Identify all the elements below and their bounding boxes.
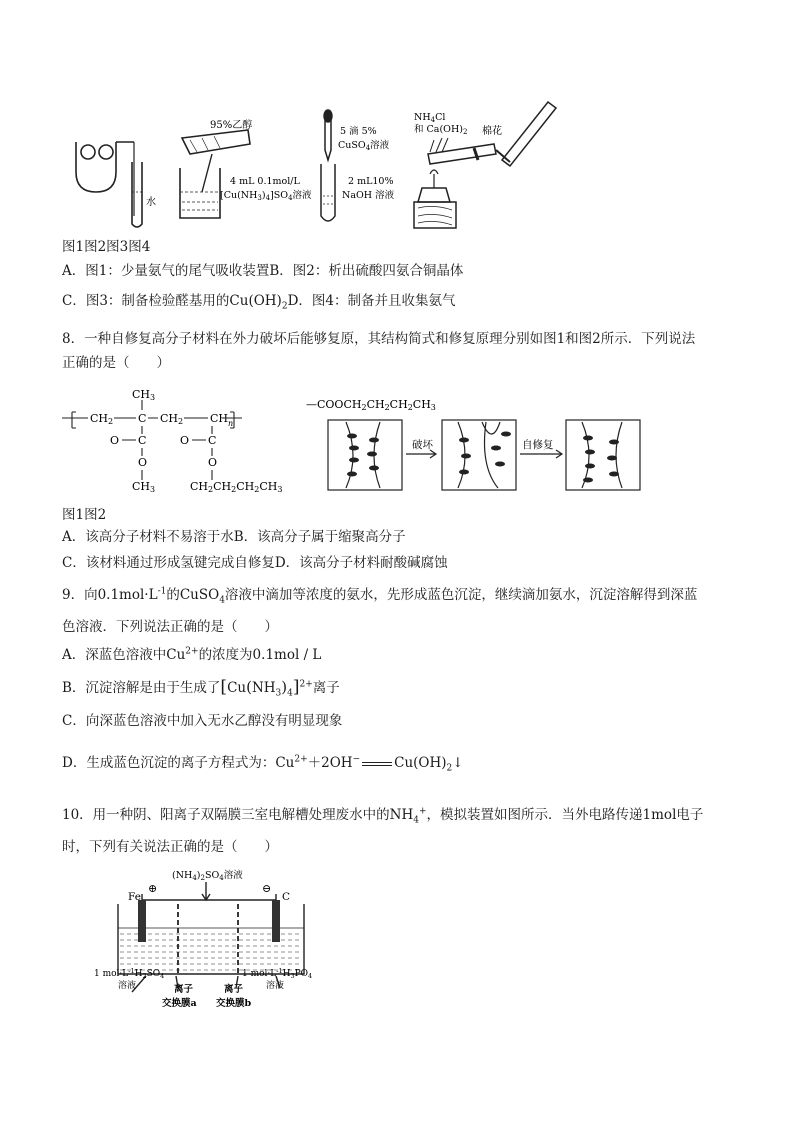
label-naoh-2: NaOH 溶液 [342, 190, 395, 201]
bulb-right [99, 145, 113, 159]
q9-option-d: D．生成蓝色沉淀的离子方程式为：$Cu^{2+}+2OH^-$ $Cu(OH)_2↓$ [62, 754, 464, 774]
membrane-a-label-1: 离子 [174, 984, 194, 995]
label-cuso4-2: CuSO$_4$溶液 [338, 140, 390, 152]
c-label: C [282, 891, 291, 903]
q8-option-b: B．该高分子属于缩聚高分子 [233, 529, 406, 545]
state-box-3 [566, 420, 640, 490]
beaker [180, 168, 220, 218]
struct-c: C [138, 412, 147, 425]
alcohol-lamp [418, 188, 450, 202]
q7-caption: 图1图2图3图4 [62, 239, 151, 255]
q8-options-cd [62, 554, 448, 572]
test-tube-3 [321, 164, 335, 221]
membrane-a-label-2: 交换膜a [162, 998, 197, 1009]
label-ethanol: 95%乙醇 [210, 120, 253, 131]
label-nh4cl-1: $NH_4Cl$ [414, 112, 446, 124]
label-naoh-1: 2 mL10% [348, 176, 394, 187]
label-cuso4-1: 5 滴 5% [340, 126, 377, 137]
struct-o4: O [208, 456, 218, 469]
glass-rod [202, 154, 212, 192]
q10-figure [66, 864, 326, 1010]
struct-o1: O [110, 434, 120, 447]
q9-option-b: B．沉淀溶解是由于生成了$[Cu(NH_3)_4]^{2+}$离子 [62, 677, 340, 699]
struct-o3: O [138, 456, 148, 469]
label-nh4cl-2: 和 $Ca(OH)_2$ [414, 124, 468, 136]
label-cu-complex-2: $[Cu(NH_3)_4]SO_4$溶液 [220, 190, 312, 202]
arrow-break-label: 破坏 [412, 439, 433, 451]
struct-o2: O [180, 434, 190, 447]
q8-caption: 图1图2 [62, 507, 107, 523]
q10-stem-2: 时，下列有关说法正确的是（ ） [62, 839, 278, 855]
plus-sign: ⊕ [148, 882, 158, 895]
state-box-1 [328, 420, 402, 490]
arrow-repair-label: 自修复 [522, 439, 554, 451]
q8-option-c: C．该材料通过形成氢键完成自修复 [62, 555, 275, 571]
ester-label: —COOCH2CH2CH2CH3 [306, 398, 436, 412]
fe-label: Fe [128, 891, 141, 903]
collection-tube [502, 102, 556, 166]
q7-option-b: B．图2：析出硫酸四氨合铜晶体 [269, 263, 464, 279]
q7-options-ab [62, 262, 463, 280]
q7-option-d: D．图4：制备并且收集氨气 [287, 293, 456, 309]
q8-options-ab [62, 528, 406, 546]
q8-figures [62, 386, 662, 496]
q7-options-cd [62, 292, 455, 310]
struct-ch: CH [210, 412, 229, 425]
clamp [474, 148, 478, 160]
struct-c3: C [208, 434, 217, 447]
dropper [325, 118, 331, 160]
q8-stem-1: 8．一种自修复高分子材料在外力破坏后能够复原，其结构简式和修复原理分别如图1和图2所示．下列说法 [62, 331, 696, 347]
state-box-2 [442, 420, 516, 490]
q10-stem-1: 10．用一种阴、阳离子双隔膜三室电解槽处理废水中的$NH_4^+$，模拟装置如图所示．当外电路传递1mol电子 [62, 806, 704, 826]
c-electrode [272, 900, 280, 942]
struct-c2: C [138, 434, 147, 447]
struct-ch2-1: CH2 [90, 412, 114, 426]
h3po4-label: 1 $mol\cdot L^{-1}H_3PO_4$ [242, 967, 313, 980]
label-cotton: 棉花 [482, 126, 502, 137]
label-water: 水 [146, 197, 156, 208]
struct-n: n [228, 419, 234, 428]
nh4so4-label: $(NH_4)_2SO_4$溶液 [172, 870, 243, 882]
h3po4-sol: 溶液 [266, 981, 285, 991]
q9-option-c: C．向深蓝色溶液中加入无水乙醇没有明显现象 [62, 713, 343, 729]
struct-butyl: CH2CH2CH2CH3 [190, 480, 283, 494]
q7-option-a: A．图1：少量氨气的尾气吸收装置 [62, 263, 270, 279]
q7-figures [62, 92, 562, 232]
fe-electrode [138, 900, 146, 942]
struct-ch3-bottom: CH3 [132, 480, 156, 494]
membrane-b-label-1: 离子 [224, 984, 244, 995]
q9-stem-2: 色溶液．下列说法正确的是（ ） [62, 619, 278, 635]
q7-option-c: C．图3：制备检验醛基用的$Cu(OH)_2$ [62, 293, 288, 312]
membrane-b-label-2: 交换膜b [216, 998, 252, 1009]
bulb-left [81, 145, 95, 159]
q8-stem-2: 正确的是（ ） [62, 355, 170, 371]
graduated-cylinder [182, 130, 250, 154]
struct-ch2-2: CH2 [160, 412, 184, 426]
label-cu-complex-1: 4 mL 0.1mol/L [230, 176, 300, 187]
minus-sign: ⊖ [262, 882, 272, 895]
q9-option-a: A．深蓝色溶液中$Cu^{2+}$的浓度为0.1mol / L [62, 646, 322, 663]
q9-stem-1: 9．向$0.1mol\cdot L^{-1}$的CuSO$_4$溶液中滴加等浓度的氨水，先形成蓝色沉淀，继续滴加氨水，沉淀溶解得到深蓝 [62, 586, 698, 606]
h2so4-label: 1 $mol\cdot L^{-1}H_2SO_4$ [94, 967, 165, 980]
q8-option-a: A．该高分子材料不易溶于水 [62, 529, 234, 545]
q8-option-d: D．该高分子材料耐酸碱腐蚀 [274, 555, 448, 571]
struct-ch3-top: CH3 [132, 388, 156, 402]
h2so4-sol: 溶液 [118, 981, 137, 991]
